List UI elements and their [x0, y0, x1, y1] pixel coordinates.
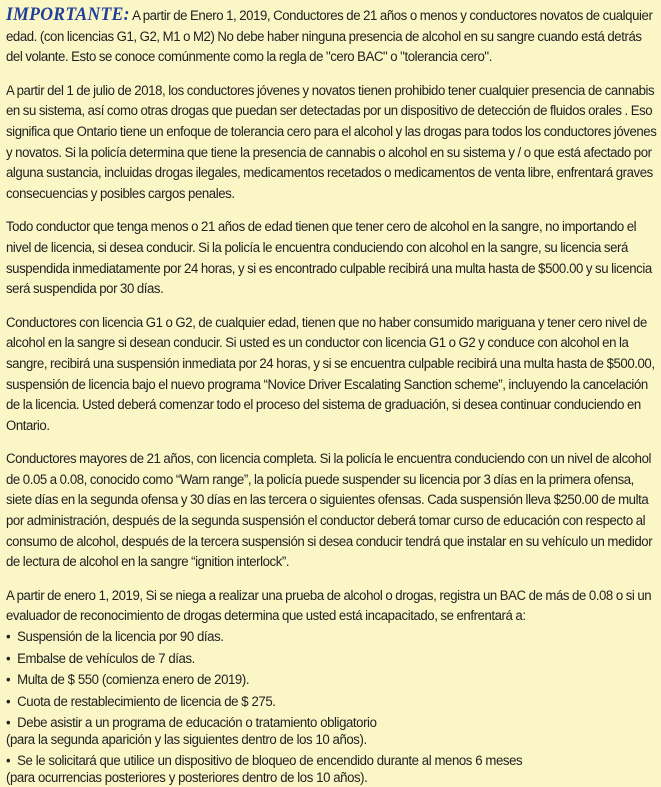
list-item-continuation: (para ocurrencias posteriores y posteriores dentro de los 10 años). [6, 770, 368, 787]
list-item: • Multa de $ 550 (comienza enero de 2019). [6, 670, 657, 691]
bullet-icon: • [6, 629, 11, 646]
paragraph-g1-g2: Conductores con licencia G1 o G2, de cualquier edad, tienen que no haber consumido mariguana y tener cero nivel de alcohol en la sangre si desean conducir. Si usted es un conductor con licencia G1 o G2 y conduce con alcohol en la sangre, recibirá una suspensión inmediata por 24 horas, y si se encuentra culpable recibirá una multa hasta de $500.00, suspensión de licencia bajo el nuevo programa “Novice Driver Escalating Sanction scheme”, incluyendo la cancelación de la licencia. Usted deberá comenzar todo el proceso del sistema de graduación, si desea continuar conduciendo en Ontario. [6, 314, 655, 434]
penalty-list [6, 627, 657, 787]
paragraph-over-21: Conductores mayores de 21 años, con licencia completa. Si la policía le encuentra conduciendo con un nivel de alcohol de 0.05 a 0.08, conocido como “Warn range”, la policía puede suspender su licencia por 3 días en la primera ofensa, siete días en la segunda ofensa y 30 días en las tercera o siguientes ofensas. Cada suspensión lleva $250.00 de multa por administración, después de la segunda suspensión el conductor deberá tomar curso de educación con respecto al consumo de alcohol, después de la tercera suspensión si desea conducir tendrá que instalar en su vehículo un medidor de lectura de alcohol en la sangre “ignition interlock”. [6, 451, 653, 571]
bullet-icon: • [6, 753, 11, 770]
bullet-icon: • [6, 693, 11, 710]
bullet-icon: • [6, 650, 11, 667]
bullet-icon: • [6, 672, 11, 689]
intro-paragraph [6, 5, 657, 68]
list-item: • Cuota de restablecimiento de licencia de $ 275. [6, 692, 657, 713]
list-item-continuation: (para la segunda aparición y las siguientes dentro de los 10 años). [6, 732, 367, 749]
list-item: • Debe asistir a un programa de educación o tratamiento obligatorio (para la segunda aparición y las siguientes dentro de los 10 años). [6, 715, 657, 749]
intro-text: A partir de Enero 1, 2019, Conductores de 21 años o menos y conductores novatos de cualquier edad. (con licencias G1, G2, M1 o M2) No debe haber ninguna presencia de alcohol en su sangre cuando está detrás del volante. Esto se conoce comúnmente como la regla de "cero BAC" o "tolerancia cero". [6, 8, 653, 66]
list-item: • Embalse de vehículos de 7 días. [6, 649, 657, 670]
paragraph-refusal: A partir de enero 1, 2019, Si se niega a realizar una prueba de alcohol o drogas, registra un BAC de más de 0.08 o si un evaluador de reconocimiento de drogas determina que usted está incapacitado, se enfrentará a: [6, 587, 652, 625]
list-item: • Suspensión de la licencia por 90 días. [6, 627, 657, 648]
paragraph-cannabis: A partir del 1 de julio de 2018, los conductores jóvenes y novatos tienen prohibido tener cualquier presencia de cannabis en su sistema, así como otras drogas que puedan ser detectadas por un dispositivo de detección de fluidos orales . Eso significa que Ontario tiene un enfoque de tolerancia cero para el alcohol y las drogas para todos los conductores jóvenes y novatos. Si la policía determina que tiene la presencia de cannabis o alcohol en su sistema y / o que está afectado por alguna sustancia, incluidas drogas ilegales, medicamentos recetados o medicamentos de venta libre, enfrentará graves consecuencias y posibles cargos penales. [6, 82, 657, 202]
important-label: IMPORTANTE: [6, 4, 130, 25]
list-item: • Se le solicitará que utilice un dispositivo de bloqueo de encendido durante al menos 6 meses (para ocurrencias posteriores y posteriores dentro de los 10 años). [6, 753, 657, 787]
bullet-icon: • [6, 715, 11, 732]
paragraph-under-21: Todo conductor que tenga menos o 21 años de edad tienen que tener cero de alcohol en la sangre, no importando el nivel de licencia, si desea conducir. Si la policía le encuentra conduciendo con alcohol en la sangre, su licencia será suspendida inmediatamente por 24 horas, y si es encontrado culpable recibirá una multa hasta de $500.00 y su licencia será suspendida por 30 días. [6, 219, 652, 298]
